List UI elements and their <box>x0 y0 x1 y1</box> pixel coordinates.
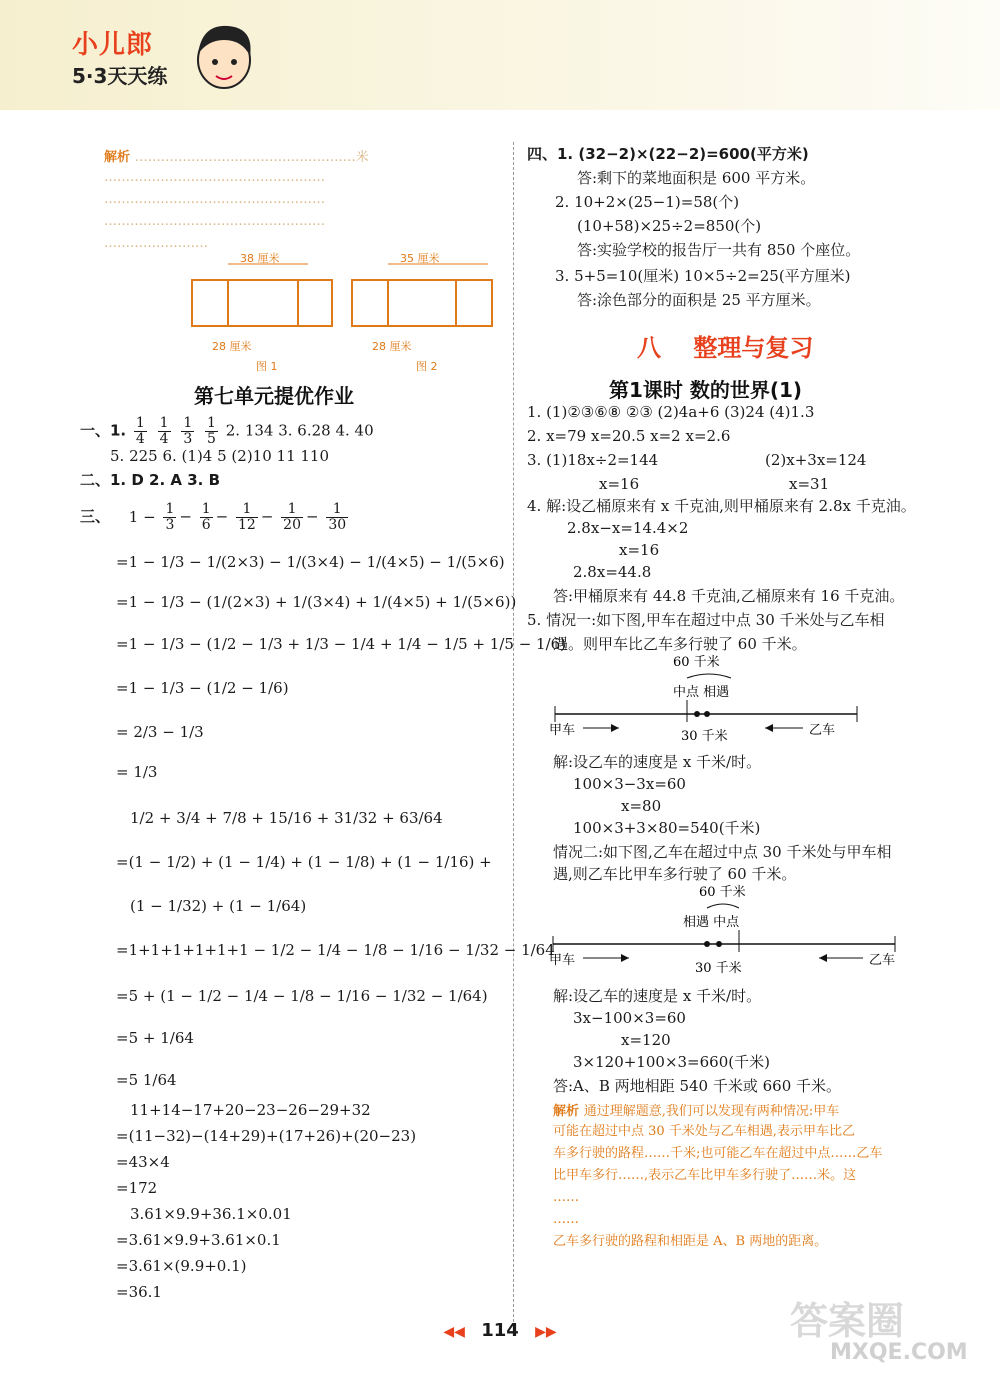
analysis-line: …… <box>553 1212 579 1227</box>
analysis-line: …………………………………………… <box>104 192 325 207</box>
fraction: $\frac{1}{6}$ <box>201 501 211 533</box>
fig2-bottom-label: 28 厘米 <box>372 340 412 353</box>
calc-step: =3.61×(9.9+0.1) <box>116 1257 247 1275</box>
s4-q1-answer: 答:剩下的菜地面积是 600 平方米。 <box>577 169 816 187</box>
r-q5-line2: 遇。则甲车比乙车多行驶了 60 千米。 <box>553 635 807 653</box>
unit-title: 第七单元提优作业 <box>194 384 354 408</box>
r-q4: 4. 解:设乙桶原来有 x 千克油,则甲桶原来有 2.8x 千克油。 <box>527 497 916 515</box>
brand-logo <box>72 24 272 94</box>
r-q5-eq3: 100×3+3×80=540(千米) <box>573 819 761 837</box>
analysis-line: 车多行驶的路程……千米;也可能乙车在超过中点……乙车 <box>553 1146 883 1161</box>
q2-line: 二、1. D 2. A 3. B <box>80 471 221 489</box>
r-q5: 5. 情况一:如下图,甲车在超过中点 30 千米处与乙车相 <box>527 611 885 629</box>
fraction: $\frac{1}{4}$ <box>135 415 145 447</box>
calc-b-first: 1/2 + 3/4 + 7/8 + 15/16 + 31/32 + 63/64 <box>130 809 443 827</box>
s4-q2-line2: (10+58)×25÷2=850(个) <box>577 217 762 235</box>
r-q3b: (2)x+3x=124 <box>765 451 867 469</box>
r-q5-case2-line2: 遇,则乙车比甲车多行驶了 60 千米。 <box>553 865 797 883</box>
calc-step: =1 − 1/3 − 1/(2×3) − 1/(3×4) − 1/(4×5) − 1/(5×6) <box>116 553 505 571</box>
r-q5-eq2: x=80 <box>621 797 662 815</box>
r-q5-eq1: 100×3−3x=60 <box>573 775 686 793</box>
d2-right-label: 乙车 <box>869 953 896 968</box>
q1-label: 一、1. <box>80 421 127 440</box>
meeting-diagram-2 <box>547 882 907 978</box>
series-name: 5·3天天练 <box>72 64 168 88</box>
analysis-line: 乙车多行驶的路程和相距是 A、B 两地的距离。 <box>553 1234 828 1249</box>
calc-step: =1 − 1/3 − (1/2 − 1/6) <box>116 679 289 697</box>
fig1-bottom-label: 28 厘米 <box>212 340 252 353</box>
r-q4-eq3: 2.8x=44.8 <box>573 563 652 581</box>
calc-step: 3.61×9.9+36.1×0.01 <box>130 1205 292 1223</box>
r-q4-eq2: x=16 <box>619 541 660 559</box>
calc-step: =5 + (1 − 1/2 − 1/4 − 1/8 − 1/16 − 1/32 − 1/64) <box>116 987 488 1005</box>
r-q5-eq6: 3×120+100×3=660(千米) <box>573 1053 770 1071</box>
r-q5-answer: 答:A、B 两地相距 540 千米或 660 千米。 <box>553 1077 842 1095</box>
r-q1: 1. (1)②③⑥⑧ ②③ (2)4a+6 (3)24 (4)1.3 <box>527 403 815 421</box>
analysis-line: 可能在超过中点 30 千米处与乙车相遇,表示甲车比乙 <box>553 1124 855 1139</box>
q1-line2: 5. 225 6. (1)4 5 (2)10 11 110 <box>110 447 330 465</box>
r-q5-solve2: 解:设乙车的速度是 x 千米/时。 <box>553 987 762 1005</box>
chapter-number: 八 <box>637 334 661 362</box>
analysis-line: …………………………………………… <box>104 214 325 229</box>
fig2-top-label: 35 厘米 <box>400 252 440 265</box>
fraction: $\frac{1}{5}$ <box>207 415 216 447</box>
calc-step: =1 − 1/3 − (1/(2×3) + 1/(3×4) + 1/(4×5) + 1/(5×6)) <box>116 593 517 611</box>
watermark-logo: 答案圈 <box>790 1299 905 1343</box>
fig1-top-label: 38 厘米 <box>240 252 280 265</box>
calc-step: (1 − 1/32) + (1 − 1/64) <box>130 897 307 915</box>
rectangle-figures <box>188 250 508 380</box>
analysis-line: 比甲车多行……,表示乙车比甲车多行驶了……米。这 <box>553 1168 857 1183</box>
calc-step: =1+1+1+1+1+1 − 1/2 − 1/4 − 1/8 − 1/16 − 1/32 − 1/64 <box>116 941 555 959</box>
analysis-line: ……………………………………………米 <box>134 150 369 165</box>
chapter-title: 整理与复习 <box>693 334 814 362</box>
d1-top-label: 60 千米 <box>673 655 720 670</box>
q3-label: 三、 <box>80 507 111 526</box>
mascot-icon <box>184 18 264 98</box>
r-q3c: x=16 <box>599 475 640 493</box>
r-q2: 2. x=79 x=20.5 x=2 x=2.6 <box>527 427 731 445</box>
fraction: $\frac{1}{4}$ <box>159 415 169 447</box>
lesson-title: 第1课时 数的世界(1) <box>609 378 803 402</box>
r-q3d: x=31 <box>789 475 830 493</box>
fraction: $\frac{1}{3}$ <box>183 415 193 447</box>
header-band <box>0 0 1000 110</box>
fig1-caption: 图 1 <box>256 360 278 373</box>
analysis-line: …………………………………………… <box>104 170 325 185</box>
column-divider <box>513 142 514 1332</box>
calc-step: =43×4 <box>116 1153 170 1171</box>
calc-step: =5 + 1/64 <box>116 1029 194 1047</box>
calc-step: 11+14−17+20−23−26−29+32 <box>130 1101 371 1119</box>
calc-step: =(11−32)−(14+29)+(17+26)+(20−23) <box>116 1127 417 1145</box>
analysis-tag: 解析 <box>553 1104 580 1119</box>
analysis-line: 通过理解题意,我们可以发现有两种情况:甲车 <box>583 1104 840 1119</box>
meeting-diagram-1 <box>547 652 867 744</box>
calc-step: =1 − 1/3 − (1/2 − 1/3 + 1/3 − 1/4 + 1/4 − 1/5 + 1/5 − 1/6) <box>116 635 567 653</box>
calc-step: =36.1 <box>116 1283 162 1301</box>
next-arrows-icon: ▶▶ <box>535 1324 557 1340</box>
fraction: $\frac{1}{3}$ <box>165 501 175 533</box>
s4-q2-answer: 答:实验学校的报告厅一共有 850 个座位。 <box>577 241 861 259</box>
d1-bottom-label: 30 千米 <box>681 729 728 744</box>
calc-step: = 2/3 − 1/3 <box>116 723 204 741</box>
r-q5-solve1: 解:设乙车的速度是 x 千米/时。 <box>553 753 762 771</box>
calc-step: =3.61×9.9+3.61×0.1 <box>116 1231 281 1249</box>
q1-rest: 2. 134 3. 6.28 4. 40 <box>225 421 374 440</box>
s4-q1: 四、1. (32−2)×(22−2)=600(平方米) <box>527 145 809 163</box>
s4-q3: 3. 5+5=10(厘米) 10×5÷2=25(平方厘米) <box>555 267 851 285</box>
r-q5-case2: 情况二:如下图,乙车在超过中点 30 千米处与甲车相 <box>553 843 892 861</box>
s4-q3-answer: 答:涂色部分的面积是 25 平方厘米。 <box>577 291 821 309</box>
calc-step: = 1/3 <box>116 763 158 781</box>
d2-left-label: 甲车 <box>549 953 576 968</box>
page-number: 114 <box>481 1320 519 1341</box>
analysis-line: …………………… <box>104 236 208 251</box>
r-q5-eq5: x=120 <box>621 1031 671 1049</box>
calc-step: =5 1/64 <box>116 1071 177 1089</box>
fraction: $\frac{1}{20}$ <box>283 501 301 533</box>
watermark-url: MXQE.COM <box>830 1340 968 1365</box>
fraction: $\frac{1}{30}$ <box>328 501 347 533</box>
analysis-tag: 解析 <box>104 150 131 165</box>
d1-right-label: 乙车 <box>809 723 836 738</box>
r-q5-eq4: 3x−100×3=60 <box>573 1009 686 1027</box>
d2-bottom-label: 30 千米 <box>695 961 742 976</box>
r-q4-answer: 答:甲桶原来有 44.8 千克油,乙桶原来有 16 千克油。 <box>553 587 905 605</box>
calc-step: =(1 − 1/2) + (1 − 1/4) + (1 − 1/8) + (1 − 1/16) + <box>116 853 492 871</box>
r-q4-eq1: 2.8x−x=14.4×2 <box>567 519 689 537</box>
fig2-caption: 图 2 <box>416 360 438 373</box>
s4-q2: 2. 10+2×(25−1)=58(个) <box>555 193 740 211</box>
brand-name: 小儿郎 <box>72 30 154 60</box>
fraction: $\frac{1}{12}$ <box>238 501 256 533</box>
chapter-heading <box>637 328 813 363</box>
r-q3a: 3. (1)18x÷2=144 <box>527 451 659 469</box>
d2-mid-label: 相遇 中点 <box>683 915 740 930</box>
calc-step: =172 <box>116 1179 158 1197</box>
analysis-line: …… <box>553 1190 579 1205</box>
d1-mid-label: 中点 相遇 <box>673 685 730 700</box>
d1-left-label: 甲车 <box>549 723 576 738</box>
d2-top-label: 60 千米 <box>699 885 746 900</box>
prev-arrows-icon: ◀◀ <box>443 1324 465 1340</box>
